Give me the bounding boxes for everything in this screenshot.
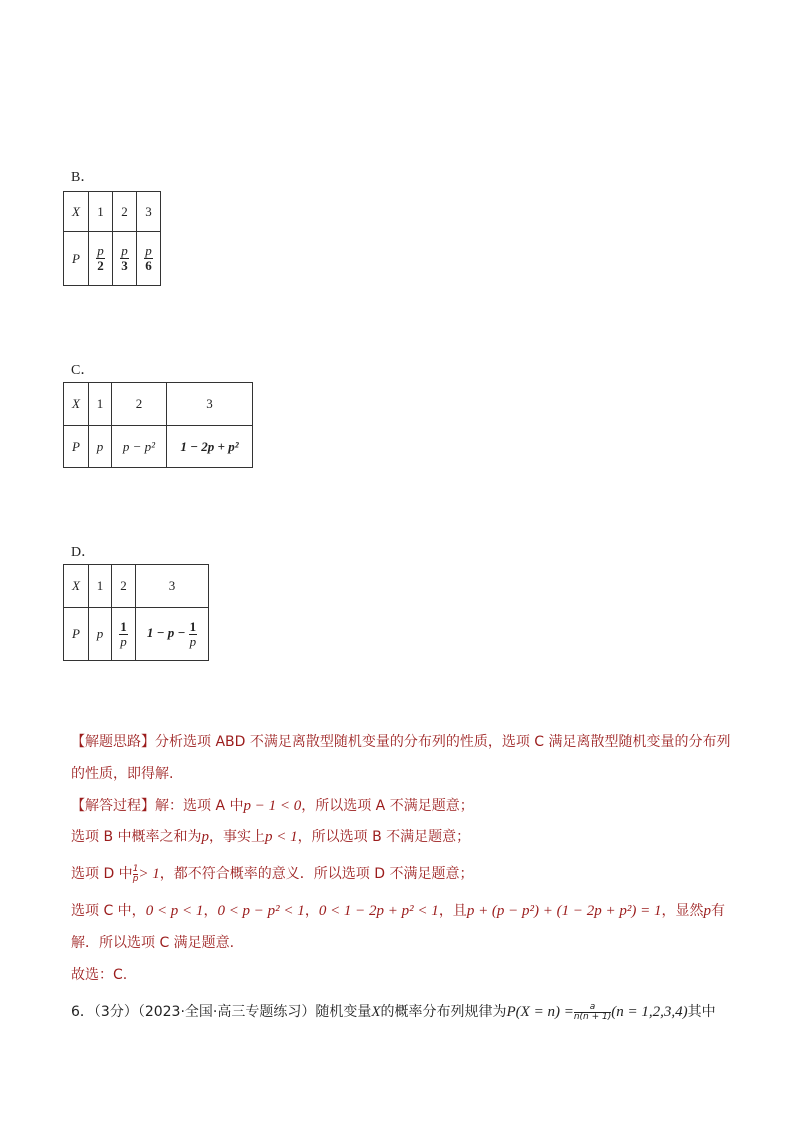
x-value: 2: [112, 565, 136, 608]
solution-line2: 选项 B 中概率之和为p，事实上p < 1，所以选项 B 不满足题意；: [71, 829, 471, 845]
p-value: p: [89, 608, 112, 661]
fraction: $\frac{a}{n(n + 1)}$: [573, 1001, 612, 1022]
fraction: $\frac{1}{p}$: [132, 863, 139, 884]
option-c-table: [63, 382, 253, 468]
p-header: P: [64, 608, 89, 661]
solution-idea: [71, 732, 731, 752]
solution-line4: 选项 C 中，0 < p < 1，0 < p − p² < 1，0 < 1 − 2p + p² < 1，且p + (p − p²) + (1 − 2p + p²) = 1，显然p有: [71, 903, 726, 919]
p-value: p: [89, 426, 112, 468]
x-header: X: [64, 192, 89, 232]
x-header: X: [64, 383, 89, 426]
x-value: 1: [89, 565, 112, 608]
idea-tag: 【解题思路】: [71, 734, 155, 750]
process-tag: 【解答过程】: [71, 798, 155, 814]
solution-idea-cont: 的性质，即得解.: [71, 766, 174, 782]
question-6: 6．（3分）（2023·全国·高三专题练习）随机变量X的概率分布列规律为P(X = n) = $\frac{a}{n(n + 1)}$ (n = 1,2,3,4)其中: [71, 1001, 716, 1022]
p-value: $\frac{p}{6}$: [137, 232, 161, 286]
p-value: $\frac{1}{p}$: [112, 608, 136, 661]
solution-line1: 【解答过程】解：选项 A 中p − 1 < 0，所以选项 A 不满足题意；: [71, 798, 474, 814]
x-value: 2: [113, 192, 137, 232]
p-value: p − p²: [112, 426, 167, 468]
p-value: $\frac{p}{3}$: [113, 232, 137, 286]
option-d-label: D．: [71, 545, 96, 560]
option-c-label: C．: [71, 363, 95, 378]
solution-line3: 选项 D 中 $\frac{1}{p}$ > 1，都不符合概率的意义．所以选项 D 不满足题意；: [71, 863, 474, 884]
solution-answer: 故选：C.: [71, 967, 128, 983]
x-value: 1: [89, 383, 112, 426]
x-value: 2: [112, 383, 167, 426]
x-value: 3: [136, 565, 209, 608]
p-value: 1 − p − $\frac{1}{p}$: [136, 608, 209, 661]
x-value: 1: [89, 192, 113, 232]
p-header: P: [64, 426, 89, 468]
solution-line5: 解．所以选项 C 满足题意.: [71, 935, 235, 951]
p-header: P: [64, 232, 89, 286]
x-value: 3: [137, 192, 161, 232]
x-header: X: [64, 565, 89, 608]
x-value: 3: [167, 383, 253, 426]
option-b-label: B．: [71, 170, 95, 185]
p-value: 1 − 2p + p²: [167, 426, 253, 468]
idea-text: 分析选项 ABD 不满足离散型随机变量的分布列的性质，选项 C 满足离散型随机变量的分布列: [155, 734, 731, 750]
option-d-table: [63, 564, 209, 661]
p-value: $\frac{p}{2}$: [89, 232, 113, 286]
option-b-table: [63, 191, 161, 286]
